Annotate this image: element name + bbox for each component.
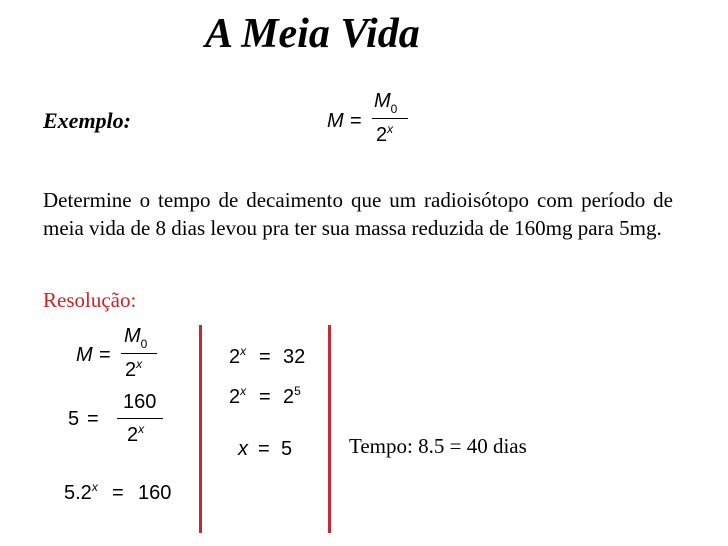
formula-numerator: $M_0$ bbox=[374, 90, 398, 116]
formula-fraction-bar bbox=[372, 118, 408, 119]
step-1-denominator: 2$^x$ bbox=[125, 357, 143, 381]
step-1-lhs: M bbox=[76, 344, 93, 366]
step-3-lhs: 5.2$^x$ bbox=[64, 480, 98, 504]
step-1-numerator: $M_0$ bbox=[124, 325, 148, 351]
example-label: Exemplo: bbox=[43, 108, 131, 133]
step-2-equals: = bbox=[87, 408, 99, 430]
problem-statement: Determine o tempo de decaimento que um radioisótopo com período de meia vida de 8 dias levou pra ter sua massa reduzida de 160mg para 5mg. bbox=[43, 188, 673, 240]
step-6-lhs: x bbox=[238, 438, 248, 460]
step-3-equals: = bbox=[112, 482, 124, 504]
step-5-lhs: 2$^x$ bbox=[229, 384, 247, 408]
step-2-lhs: 5 bbox=[68, 408, 80, 430]
step-2-numerator: 160 bbox=[123, 391, 157, 413]
formula-equals: = bbox=[350, 110, 362, 132]
step-4-equals: = bbox=[259, 346, 271, 368]
step-2-denominator: 2$^x$ bbox=[127, 422, 145, 446]
step-1-equals: = bbox=[99, 344, 111, 366]
step-5-rhs: $2^5$ bbox=[283, 384, 301, 408]
formula-denominator: 2$^x$ bbox=[376, 122, 394, 146]
final-answer: Tempo: 8.5 = 40 dias bbox=[349, 434, 527, 458]
page-title: A Meia Vida bbox=[205, 11, 420, 57]
step-4-rhs: 32 bbox=[283, 346, 306, 368]
column-divider-left bbox=[199, 325, 202, 533]
step-3-rhs: 160 bbox=[138, 482, 172, 504]
formula-lhs: M bbox=[327, 110, 344, 132]
step-2-fraction-bar bbox=[117, 418, 163, 419]
step-4-lhs: 2$^x$ bbox=[229, 344, 247, 368]
step-6-equals: = bbox=[258, 438, 270, 460]
column-divider-right bbox=[328, 325, 331, 533]
step-1-fraction-bar bbox=[121, 353, 157, 354]
step-5-equals: = bbox=[259, 386, 271, 408]
step-6-rhs: 5 bbox=[281, 438, 293, 460]
resolution-label: Resolução: bbox=[43, 288, 137, 312]
